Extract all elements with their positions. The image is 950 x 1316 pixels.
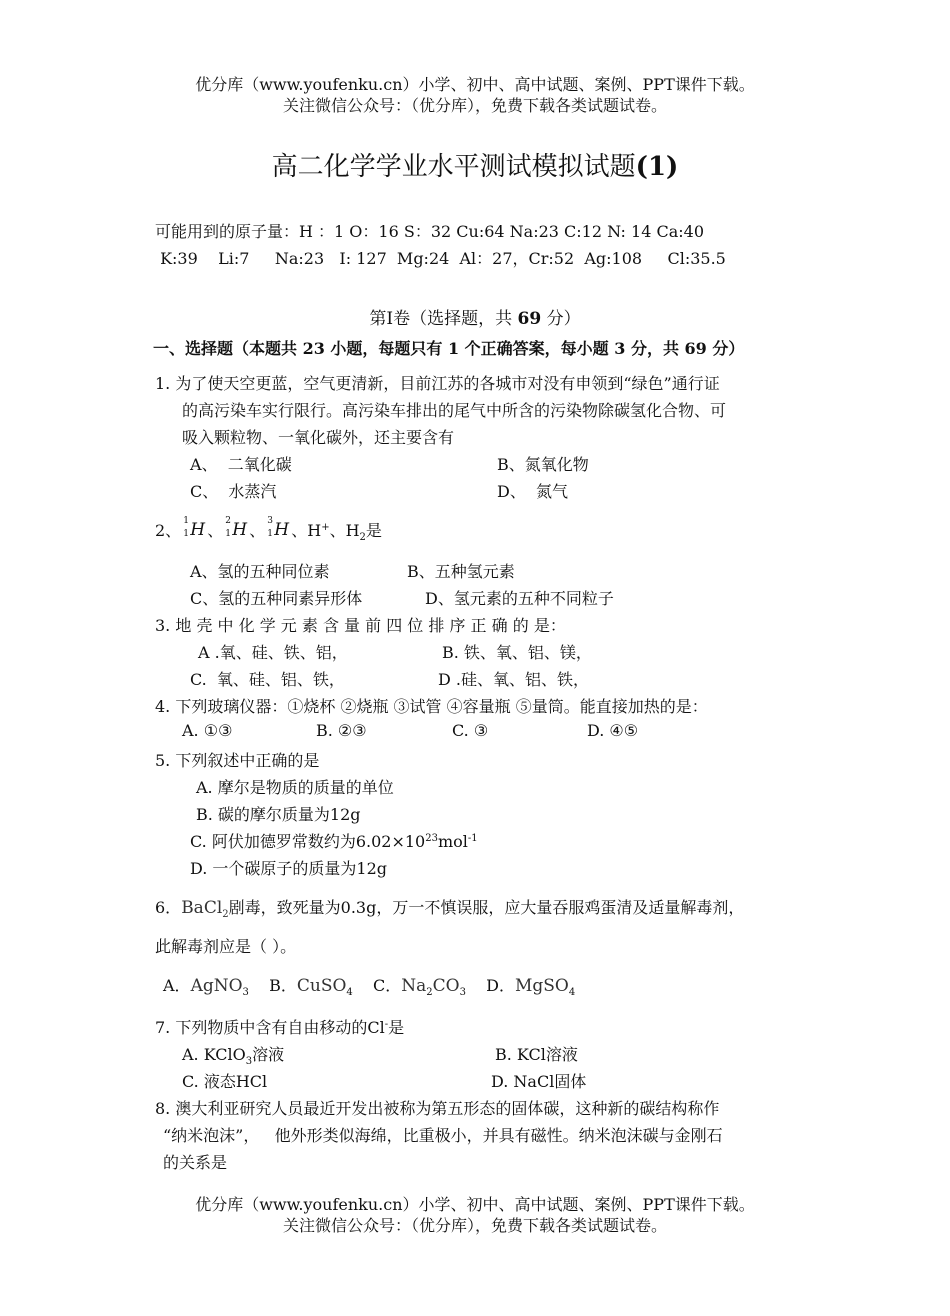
q1-line-2: 的高污染车实行限行。高污染车排出的尾气中所含的污染物除碳氢化合物、可 <box>182 401 727 420</box>
q1-option-b: B、氮氧化物 <box>497 455 589 474</box>
q8-line-2: “纳米泡沫”， 他外形类似海绵，比重极小，并具有磁性。纳米泡沫碳与金刚石 <box>163 1126 723 1145</box>
page-header-line-2: 关注微信公众号：（优分库），免费下载各类试题试卷。 <box>282 96 667 115</box>
atomic-mass-line-2: K:39 Li:7 Na:23 I: 127 Mg:24 Al：27，Cr:52 Ag:108 Cl:35.5 <box>155 249 726 268</box>
q7-stem <box>155 1015 404 1038</box>
q2-option-d: D、氢元素的五种不同粒子 <box>425 589 614 608</box>
q6-option-b-formula: CuSO <box>296 976 347 996</box>
q2-sep-1: 、 <box>207 521 224 540</box>
page-header-line-1: 优分库（www.youfenku.cn）小学、初中、高中试题、案例、PPT课件下载。 <box>195 75 755 94</box>
q2-option-a: A、氢的五种同位素 <box>190 562 330 581</box>
q3-option-a: A .氧、硅、铁、铝， <box>198 643 348 662</box>
page-footer-line-1: 优分库（www.youfenku.cn）小学、初中、高中试题、案例、PPT课件下载。 <box>195 1195 755 1214</box>
q7-stem-text: 7. 下列物质中含有自由移动的Cl <box>155 1018 385 1037</box>
q5-option-c-exponent: 23 <box>425 833 438 844</box>
q6-stem-text: 剧毒，致死量为0.3g，万一不慎误服，应大量吞服鸡蛋清及适量解毒剂， <box>228 898 745 917</box>
q6-option-d-sub: 4 <box>568 987 576 998</box>
q3-option-d: D .硅、氧、铝、铁， <box>438 670 590 689</box>
q1-line-1: 1. 为了使天空更蓝，空气更清新，目前江苏的各城市对没有申领到“绿色”通行证 <box>155 374 720 393</box>
q5-option-d: D. 一个碳原子的质量为12g <box>190 859 388 878</box>
q6-options <box>163 973 575 998</box>
hydrogen-ion: H <box>307 521 322 540</box>
section-title <box>0 304 950 329</box>
q5-option-a: A. 摩尔是物质的质量的单位 <box>196 778 394 797</box>
section-title-pre: 第Ⅰ卷（选择题，共 <box>369 309 518 329</box>
q2-option-b: B、五种氢元素 <box>407 562 515 581</box>
q8-line-3: 的关系是 <box>163 1153 228 1172</box>
q1-line-3: 吸入颗粒物、一氧化碳外，还主要含有 <box>182 428 455 447</box>
section-title-post: 分） <box>541 309 581 329</box>
section-title-num: 69 <box>517 309 542 329</box>
q7-option-d: D. NaCl固体 <box>491 1072 587 1091</box>
isotope-1-mass: 1 <box>183 516 189 526</box>
isotope-2 <box>223 516 249 540</box>
q5-stem: 5. 下列叙述中正确的是 <box>155 751 320 770</box>
q3-option-c: C. 氧、硅、铝、铁， <box>190 670 345 689</box>
isotope-3 <box>265 516 291 540</box>
isotope-3-symbol: H <box>274 520 290 540</box>
title-text: 高二化学学业水平测试模拟试题 <box>271 152 636 182</box>
q4-stem: 4. 下列玻璃仪器：①烧杯 ②烧瓶 ③试管 ④容量瓶 ⑤量筒。能直接加热的是： <box>155 697 708 716</box>
q5-option-c <box>190 829 478 852</box>
q7-stem-charge: - <box>384 1019 389 1030</box>
q2-sep-2: 、 <box>249 521 266 540</box>
q7-option-a-tail: 溶液 <box>252 1045 285 1064</box>
atomic-mass-line-1: 可能用到的原子量：H ：1 O：16 S：32 Cu:64 Na:23 C:12 N: 14 Ca:40 <box>155 222 704 241</box>
q6-option-c-sub-2: 3 <box>459 987 466 998</box>
q6-option-c-formula-2: CO <box>432 976 460 996</box>
page-title <box>0 146 950 183</box>
q1-option-d: D、 氮气 <box>497 482 569 501</box>
hydrogen-molecule-sub: 2 <box>359 532 366 543</box>
q6-option-c-formula-1: Na <box>401 976 427 996</box>
q6-formula-sub: 2 <box>222 909 229 920</box>
section-instruction: 一、选择题（本题共 23 小题，每题只有 1 个正确答案，每小题 3 分，共 69 分） <box>153 339 745 358</box>
isotope-1-z: 1 <box>183 529 189 539</box>
q7-option-b: B. KCl溶液 <box>495 1045 578 1064</box>
q1-option-a: A、 二氧化碳 <box>190 455 292 474</box>
isotope-3-mass: 3 <box>267 516 273 526</box>
q6-line-2: 此解毒剂应是（ ）。 <box>155 937 297 956</box>
q2-stem <box>155 518 382 543</box>
isotope-1-symbol: H <box>190 520 206 540</box>
q7-stem-tail: 是 <box>388 1018 405 1037</box>
isotope-3-z: 1 <box>267 529 273 539</box>
q6-option-c-label: C． <box>372 976 402 995</box>
q3-stem: 3. 地 壳 中 化 学 元 素 含 量 前 四 位 排 序 正 确 的 是： <box>155 616 566 635</box>
title-number: (1) <box>635 152 679 182</box>
hydrogen-ion-charge: + <box>321 522 330 533</box>
isotope-1 <box>181 516 207 540</box>
q2-sep-3: 、 <box>291 521 308 540</box>
q6-option-a-label: A． <box>163 976 191 995</box>
q6-option-a-formula: AgNO <box>190 976 243 996</box>
isotope-2-symbol: H <box>232 520 248 540</box>
q7-option-c: C. 液态HCl <box>182 1072 268 1091</box>
q6-option-b-label: B． <box>269 976 297 995</box>
q3-option-b: B. 铁、氧、铝、镁， <box>442 643 592 662</box>
q6-stem <box>155 895 744 920</box>
q2-tail: 是 <box>365 521 382 540</box>
q6-option-c-sub-1: 2 <box>426 987 433 998</box>
q2-option-c: C、氢的五种同素异形体 <box>190 589 363 608</box>
q6-option-d-formula: MgSO <box>514 976 569 996</box>
q5-option-c-text: C. 阿伏加德罗常数约为6.02×10 <box>190 832 426 851</box>
q5-option-b: B. 碳的摩尔质量为12g <box>196 805 361 824</box>
q7-option-a-sub: 3 <box>245 1056 253 1067</box>
q4-option-d: D. ④⑤ <box>587 721 639 740</box>
q7-option-a-text: A. KClO <box>182 1045 246 1064</box>
q6-option-b-sub: 4 <box>346 987 353 998</box>
q6-option-a-sub: 3 <box>242 987 249 998</box>
hydrogen-molecule: 、H <box>329 521 360 540</box>
q4-option-a: A. ①③ <box>182 721 233 740</box>
isotope-2-mass: 2 <box>225 516 231 526</box>
isotope-2-z: 1 <box>225 529 231 539</box>
page-footer-line-2: 关注微信公众号：（优分库），免费下载各类试题试卷。 <box>282 1216 667 1235</box>
q5-option-c-unit: mol <box>437 832 468 851</box>
q1-option-c: C、 水蒸汽 <box>190 482 277 501</box>
q4-option-b: B. ②③ <box>316 721 367 740</box>
q7-option-a <box>182 1042 284 1067</box>
q6-number: 6． <box>155 898 182 917</box>
q2-number: 2、 <box>155 521 182 540</box>
q4-option-c: C. ③ <box>452 721 489 740</box>
q8-line-1: 8. 澳大利亚研究人员最近开发出被称为第五形态的固体碳，这种新的碳结构称作 <box>155 1099 720 1118</box>
q6-formula: BaCl <box>181 898 223 918</box>
q5-option-c-unit-exponent: -1 <box>467 833 478 844</box>
q6-option-d-label: D． <box>486 976 515 995</box>
